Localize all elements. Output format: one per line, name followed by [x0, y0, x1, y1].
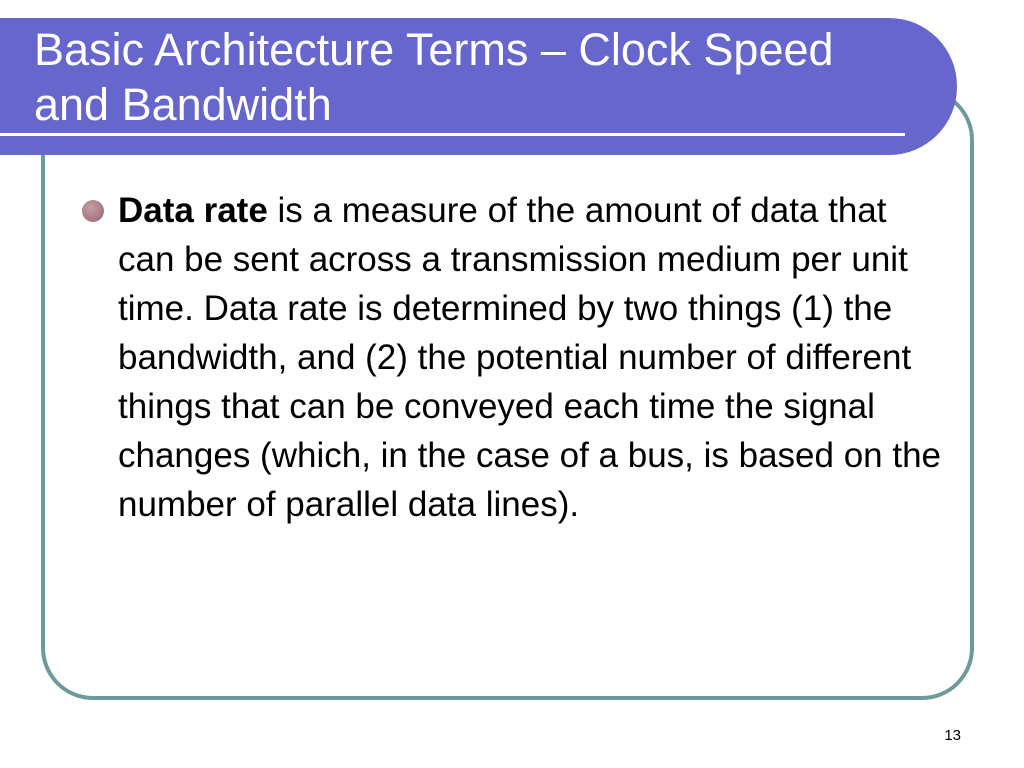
bullet-dot-icon	[82, 200, 104, 222]
title-underline	[0, 133, 905, 136]
bullet-item	[82, 186, 952, 529]
page-number: 13	[944, 727, 961, 744]
slide-title: Basic Architecture Terms – Clock Speed and Bandwidth	[34, 24, 834, 130]
bullet-term: Data rate	[118, 191, 268, 230]
bullet-list	[82, 186, 952, 529]
bullet-text: is a measure of the amount of data that can be sent across a transmission medium per unit time. Data rate is determined by two things (1) the bandwidth, and (2) the potential number of different things that can be conveyed each time the signal changes (which, in the case of a bus, is based on the number of parallel data lines).	[118, 191, 942, 524]
